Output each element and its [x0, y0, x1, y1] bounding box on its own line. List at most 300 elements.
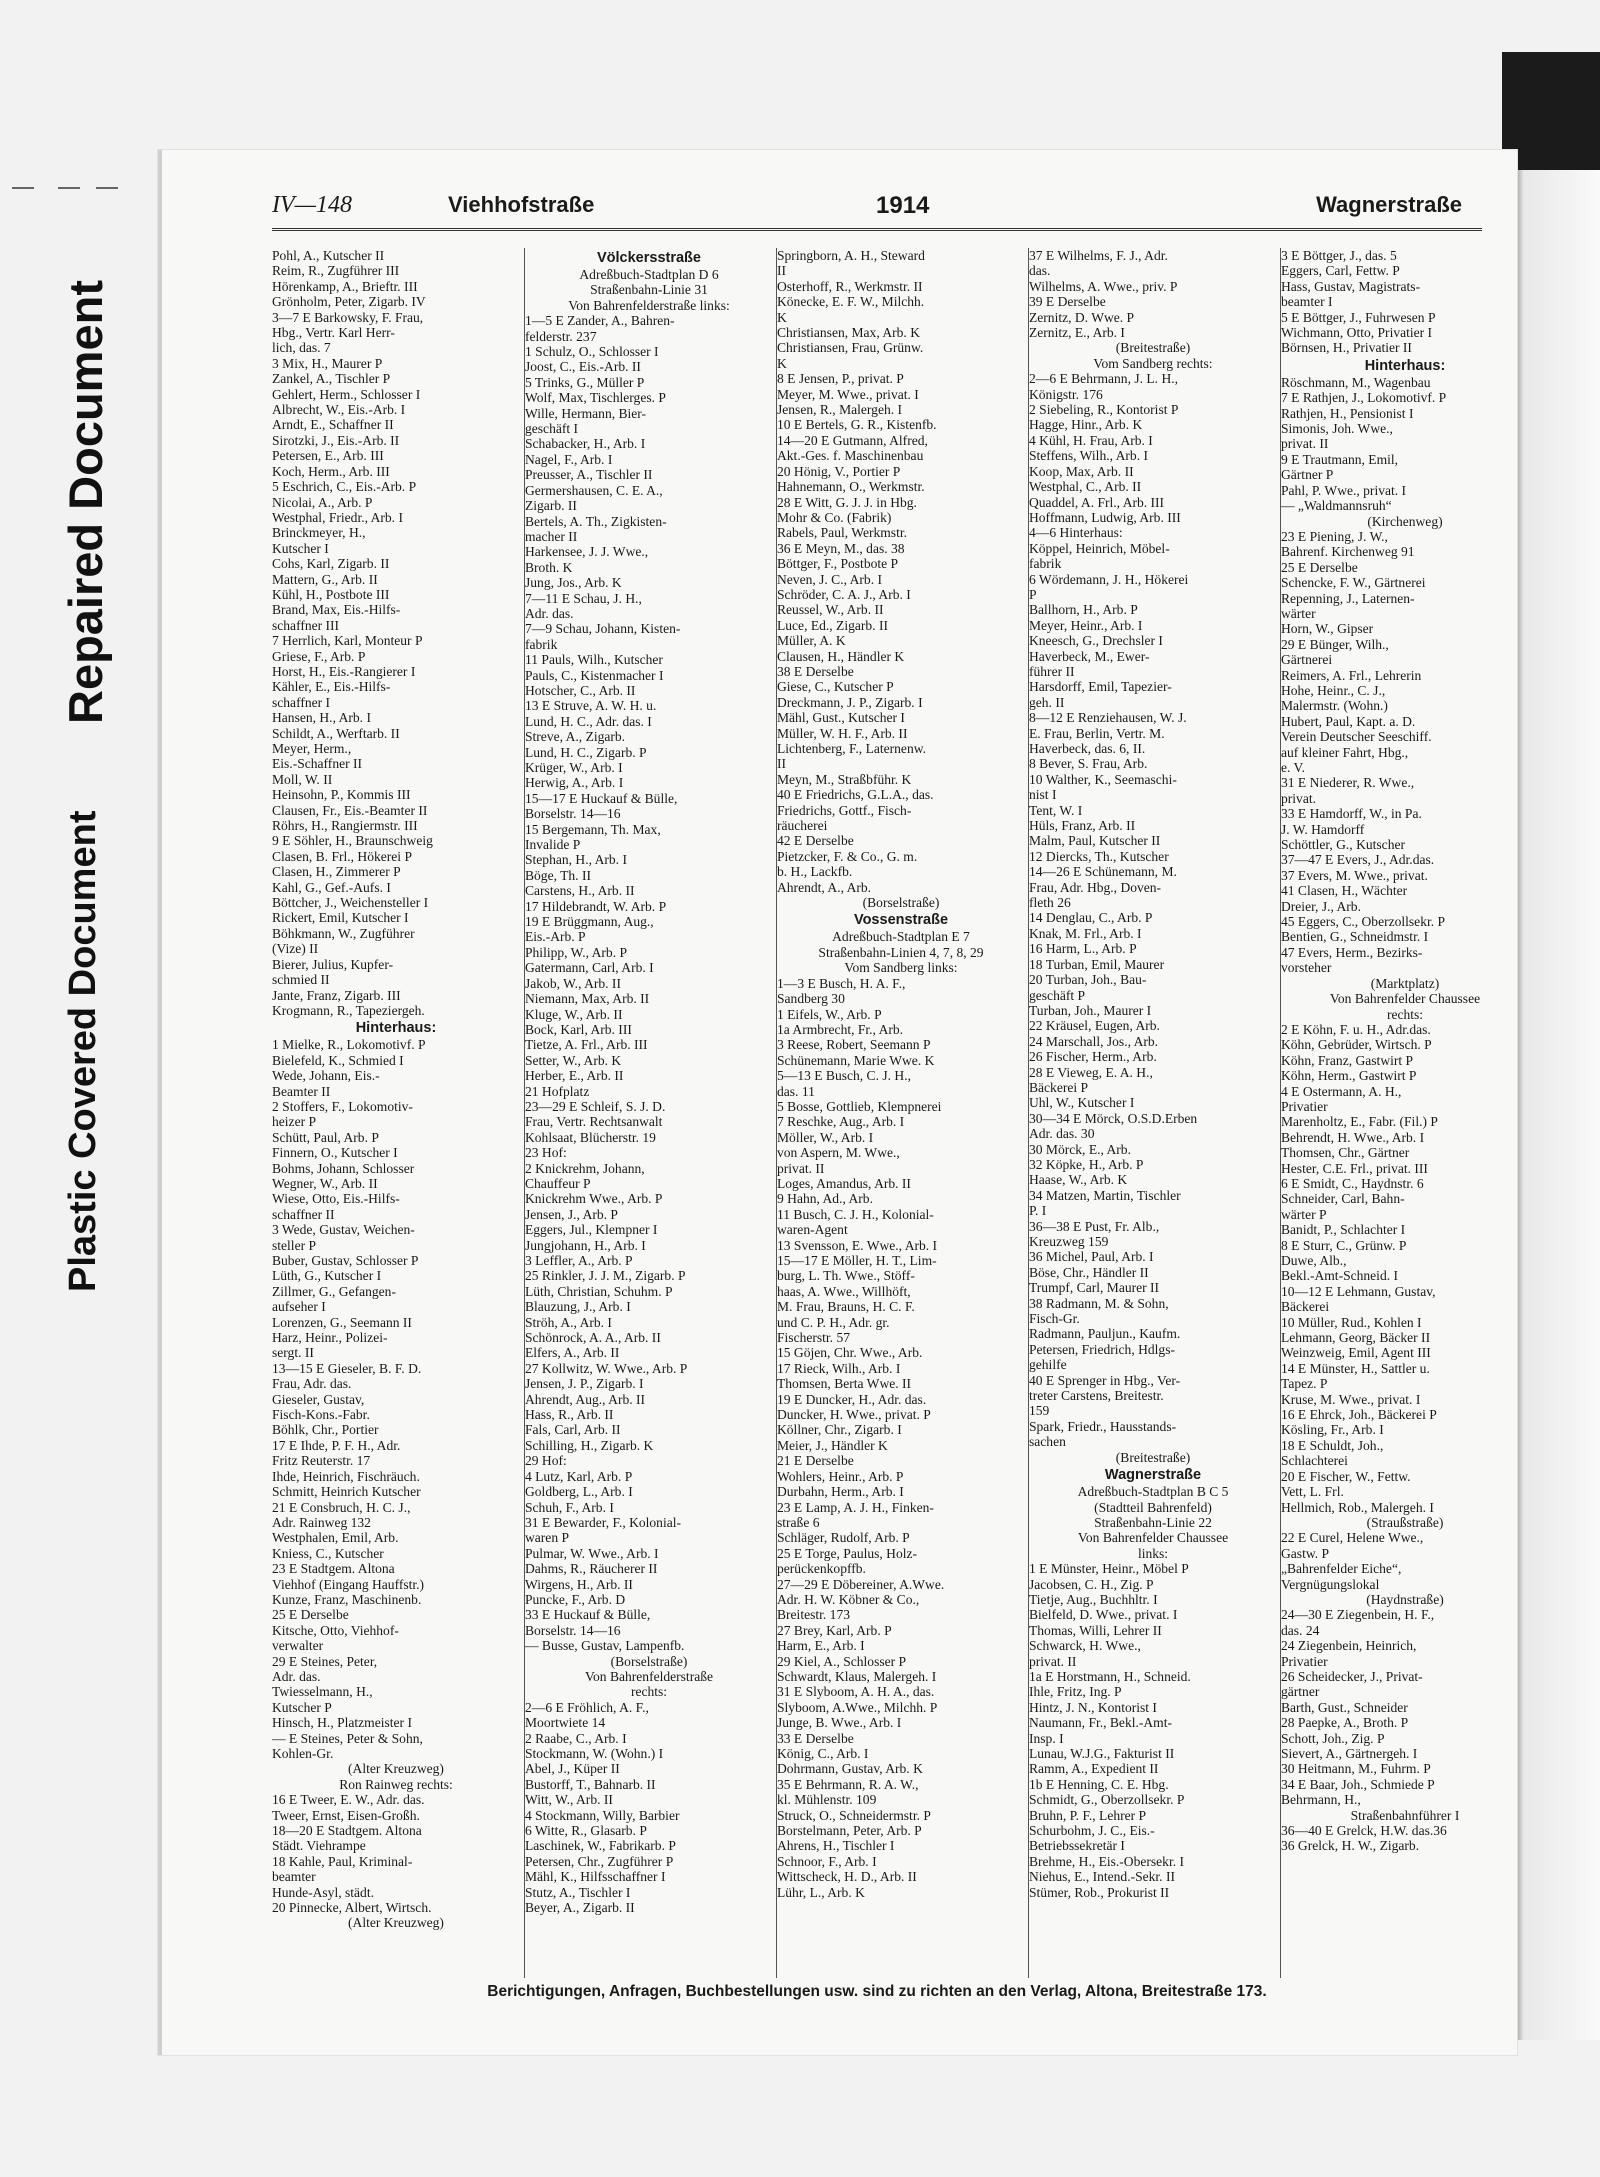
- directory-entry: 22 E Curel, Helene Wwe.,: [1281, 1530, 1424, 1546]
- directory-entry: 24 Marschall, Jos., Arb.: [1029, 1033, 1159, 1049]
- directory-entry: 25 E Torge, Paulus, Holz-: [777, 1545, 918, 1561]
- directory-entry: Banidt, P., Schlachter I: [1281, 1222, 1406, 1238]
- directory-entry: Quaddel, A. Frl., Arb. III: [1029, 494, 1165, 510]
- directory-entry: Chauffeur P: [525, 1175, 591, 1191]
- directory-entry: Thomas, Willi, Lehrer II: [1029, 1622, 1162, 1638]
- directory-entry: Schneider, Carl, Bahn-: [1281, 1191, 1405, 1207]
- directory-entry: Köhn, Gebrüder, Wirtsch. P: [1281, 1037, 1432, 1053]
- directory-entry: (Borselstraße): [610, 1653, 688, 1669]
- directory-entry: Lehmann, Georg, Bäcker II: [1281, 1330, 1431, 1346]
- directory-entry: gehilfe: [1029, 1357, 1067, 1373]
- directory-entry: 19 E Duncker, H., Adr. das.: [777, 1391, 927, 1407]
- directory-entry: 36 Grelck, H. W., Zigarb.: [1281, 1838, 1420, 1854]
- directory-entry: Meyer, Heinr., Arb. I: [1029, 617, 1143, 633]
- directory-entry: Hester, C.E. Frl., privat. III: [1281, 1160, 1428, 1176]
- directory-entry: 10—12 E Lehmann, Gustav,: [1281, 1283, 1436, 1299]
- directory-entry: Kluge, W., Arb. II: [525, 1006, 623, 1022]
- directory-entry: 4 Lutz, Karl, Arb. P: [525, 1468, 633, 1484]
- directory-entry: 14—26 E Schünemann, M.: [1029, 864, 1177, 880]
- directory-entry: 27—29 E Döbereiner, A.Wwe.: [777, 1576, 945, 1592]
- directory-entry: 3 Leffler, A., Arb. P: [525, 1253, 633, 1268]
- directory-entry: fabrik: [1029, 556, 1062, 572]
- directory-entry: 19 E Brüggmann, Aug.,: [525, 914, 654, 930]
- directory-entry: Kruse, M. Wwe., privat. I: [1281, 1391, 1421, 1407]
- directory-entry: Röhrs, H., Rangiermstr. III: [272, 818, 418, 834]
- directory-entry: straße 6: [777, 1514, 820, 1530]
- directory-entry: Schildt, A., Werftarb. II: [272, 725, 400, 741]
- directory-entry: Joost, C., Eis.-Arb. II: [525, 359, 641, 375]
- directory-entry: Barth, Gust., Schneider: [1281, 1699, 1408, 1715]
- directory-entry: Schröder, C. A. J., Arb. I: [777, 586, 911, 602]
- directory-entry: rechts:: [630, 1684, 668, 1700]
- directory-entry: Duwe, Alb.,: [1281, 1253, 1347, 1268]
- directory-entry: Adreßbuch-Stadtplan E 7: [832, 929, 970, 945]
- directory-entry: 17 Rieck, Wilh., Arb. I: [777, 1360, 901, 1376]
- directory-entry: Hellmich, Rob., Malergeh. I: [1281, 1499, 1434, 1515]
- directory-entry: Zillmer, G., Gefangen-: [272, 1283, 396, 1299]
- directory-entry: 32 Köpke, H., Arb. P: [1029, 1156, 1144, 1172]
- directory-entry: Bertels, A. Th., Zigkisten-: [525, 513, 667, 529]
- directory-entry: Schilling, H., Zigarb. K: [525, 1437, 654, 1453]
- directory-entry: Böge, Th. II: [525, 867, 591, 883]
- directory-entry: Privatier: [1281, 1653, 1328, 1669]
- directory-entry: Kneesch, G., Drechsler I: [1029, 633, 1163, 649]
- directory-entry: gärtner: [1281, 1684, 1320, 1700]
- directory-entry: Frau, Vertr. Rechtsanwalt: [525, 1114, 663, 1130]
- directory-entry: Dreckmann, J. P., Zigarb. I: [777, 694, 923, 710]
- directory-entry: Carstens, H., Arb. II: [525, 883, 635, 899]
- directory-entry: Germershausen, C. E. A.,: [525, 482, 663, 498]
- directory-entry: Harsdorff, Emil, Tapezier-: [1029, 679, 1172, 695]
- directory-entry: Broth. K: [525, 559, 573, 575]
- directory-entry: Jacobsen, C. H., Zig. P: [1029, 1576, 1154, 1592]
- directory-entry: Schwarck, H. Wwe.,: [1029, 1638, 1141, 1654]
- directory-entry: geschäft I: [525, 421, 579, 437]
- edge-mark: [12, 187, 34, 189]
- directory-entry: 7 Herrlich, Karl, Monteur P: [272, 633, 423, 649]
- directory-entry: Hörenkamp, A., Brieftr. III: [272, 278, 418, 294]
- directory-entry: 5 Trinks, G., Müller P: [525, 374, 645, 390]
- directory-entry: Vom Sandberg links:: [844, 960, 958, 976]
- directory-entry: Petersen, E., Arb. III: [272, 448, 384, 464]
- directory-entry: Albrecht, W., Eis.-Arb. I: [272, 402, 406, 418]
- directory-entry: Kunze, Franz, Maschinenb.: [272, 1591, 422, 1607]
- directory-entry: Philipp, W., Arb. P: [525, 944, 628, 960]
- directory-entry: 37 E Wilhelms, F. J., Adr.: [1029, 248, 1168, 263]
- directory-entry: 7—9 Schau, Johann, Kisten-: [525, 621, 681, 637]
- directory-entry: Kreuzweg 159: [1029, 1234, 1109, 1249]
- directory-entry: Jensen, J. P., Zigarb. I: [525, 1376, 644, 1392]
- directory-entry: 2 E Köhn, F. u. H., Adr.das.: [1281, 1021, 1431, 1037]
- directory-entry: Wirgens, H., Arb. II: [525, 1576, 633, 1592]
- directory-entry: Eis.-Schaffner II: [272, 756, 363, 772]
- directory-entry: 8 E Jensen, P., privat. P: [777, 371, 904, 387]
- directory-entry: Köhn, Franz, Gastwirt P: [1281, 1052, 1414, 1068]
- directory-entry: Trumpf, Carl, Maurer II: [1029, 1280, 1160, 1296]
- directory-entry: 15—17 E Huckauf & Bülle,: [525, 790, 678, 806]
- directory-entry: Ihle, Fritz, Ing. P: [1029, 1684, 1122, 1700]
- directory-entry: 41 Clasen, H., Wächter: [1281, 883, 1408, 899]
- directory-entry: Laschinek, W., Fabrikarb. P: [525, 1838, 676, 1854]
- directory-entry: Giese, C., Kutscher P: [777, 679, 894, 695]
- directory-entry: Ahrendt, Aug., Arb. II: [525, 1391, 646, 1407]
- directory-entry: 20 Hönig, V., Portier P: [777, 463, 901, 479]
- directory-entry: Haverbeck, das. 6, II.: [1029, 741, 1146, 756]
- directory-entry: 15 Bergemann, Th. Max,: [525, 821, 661, 837]
- directory-entry: 29 Hof:: [525, 1453, 567, 1469]
- directory-entry: Dohrmann, Gustav, Arb. K: [777, 1761, 923, 1777]
- directory-entry: Loges, Amandus, Arb. II: [777, 1175, 911, 1191]
- directory-entry: Fals, Carl, Arb. II: [525, 1422, 621, 1438]
- directory-entry: Pahl, P. Wwe., privat. I: [1281, 482, 1407, 498]
- directory-entry: Twiesselmann, H.,: [272, 1684, 373, 1700]
- directory-entry: 28 E Witt, G. J. J. in Hbg.: [777, 494, 917, 510]
- directory-entry: Herber, E., Arb. II: [525, 1068, 624, 1084]
- directory-entry: Jakob, W., Arb. II: [525, 975, 621, 991]
- directory-entry: Bustorff, T., Bahnarb. II: [525, 1776, 656, 1792]
- directory-entry: Jante, Franz, Zigarb. III: [272, 987, 401, 1003]
- directory-entry: Stutz, A., Tischler I: [525, 1884, 631, 1900]
- directory-entry: Stephan, H., Arb. I: [525, 852, 627, 868]
- directory-entry: das.: [1029, 263, 1051, 279]
- directory-entry: Lüth, G., Kutscher I: [272, 1268, 382, 1284]
- directory-entry: Schuh, F., Arb. I: [525, 1499, 614, 1515]
- directory-entry: Straßenbahn-Linie 22: [1094, 1514, 1212, 1530]
- directory-entry: 5 Bosse, Gottlieb, Klempnerei: [777, 1098, 942, 1114]
- directory-entry: rechts:: [1386, 1006, 1424, 1022]
- directory-entry: Behrmann, H.,: [1281, 1792, 1361, 1808]
- directory-entry: Lorenzen, G., Seemann II: [272, 1314, 412, 1330]
- directory-entry: Böttger, F., Postbote P: [777, 556, 899, 572]
- directory-entry: Kniess, C., Kutscher: [272, 1545, 384, 1561]
- directory-entry: Haverbeck, M., Ewer-: [1029, 648, 1150, 664]
- directory-entry: Streve, A., Zigarb.: [525, 729, 626, 745]
- directory-entry: Schütt, Paul, Arb. P: [272, 1129, 379, 1145]
- directory-entry: Clasen, H., Zimmerer P: [272, 864, 401, 880]
- page-number: IV—148: [272, 192, 352, 218]
- directory-entry: Rabels, Paul, Werkmstr.: [777, 525, 907, 541]
- directory-entry: schmied II: [272, 972, 330, 988]
- directory-entry: Schott, Joh., Zig. P: [1281, 1730, 1385, 1746]
- directory-entry: Fisch-Gr.: [1029, 1311, 1080, 1327]
- directory-entry: privat. II: [777, 1160, 825, 1176]
- directory-entry: Schöttler, G., Kutscher: [1281, 837, 1405, 853]
- directory-entry: 45 Eggers, C., Oberzollsekr. P: [1281, 914, 1446, 930]
- directory-entry: Zernitz, D. Wwe. P: [1029, 309, 1135, 325]
- directory-entry: räucherei: [777, 818, 828, 834]
- directory-entry: Mattern, G., Arb. II: [272, 571, 378, 587]
- directory-entry: sachen: [1029, 1434, 1066, 1450]
- directory-entry: Börnsen, H., Privatier II: [1281, 340, 1412, 356]
- directory-entry: Zernitz, E., Arb. I: [1029, 325, 1125, 341]
- directory-entry: schaffner I: [272, 694, 331, 710]
- directory-entry: Bock, Karl, Arb. III: [525, 1021, 632, 1037]
- directory-entry: 42 E Derselbe: [777, 833, 854, 849]
- directory-entry: 6 Witte, R., Glasarb. P: [525, 1823, 647, 1839]
- directory-entry: Adr. Rainweg 132: [272, 1514, 371, 1530]
- directory-entry: 10 Walther, K., Seemaschi-: [1029, 771, 1177, 787]
- directory-entry: Wilhelms, A. Wwe., priv. P: [1029, 278, 1178, 294]
- directory-entry: 26 Scheidecker, J., Privat-: [1281, 1668, 1423, 1684]
- directory-entry: privat. II: [1029, 1653, 1077, 1669]
- directory-entry: 7—11 E Schau, J. H.,: [525, 590, 642, 606]
- header-street-start: Viehhofstraße: [448, 192, 595, 217]
- directory-entry: Betriebssekretär I: [1029, 1838, 1125, 1854]
- directory-entry: 7 E Rathjen, J., Lokomotivf. P: [1281, 390, 1447, 406]
- directory-entry: 13—15 E Gieseler, B. F. D.: [272, 1360, 422, 1376]
- directory-entry: 4 Kühl, H. Frau, Arb. I: [1029, 432, 1153, 448]
- directory-entry: Hoffmann, Ludwig, Arb. III: [1029, 509, 1181, 525]
- directory-entry: Bäckerei: [1281, 1299, 1330, 1315]
- directory-entry: Clausen, H., Händler K: [777, 648, 905, 664]
- directory-entry: Adr. H. W. Köbner & Co.,: [777, 1591, 920, 1607]
- directory-entry: Osterhoff, R., Werkmstr. II: [777, 278, 923, 294]
- directory-entry: 17 Hildebrandt, W. Arb. P: [525, 898, 667, 914]
- directory-entry: Gärtnerei: [1281, 652, 1333, 668]
- directory-entry: Ihde, Heinrich, Fischräuch.: [272, 1468, 420, 1484]
- directory-entry: Möller, W., Arb. I: [777, 1129, 874, 1145]
- directory-entry: 24—30 E Ziegenbein, H. F.,: [1281, 1607, 1435, 1623]
- directory-entry: Uhl, W., Kutscher I: [1029, 1095, 1135, 1111]
- directory-entry: Rickert, Emil, Kutscher I: [272, 910, 409, 926]
- directory-entry: Adr. das.: [272, 1668, 321, 1684]
- directory-entry: Eggers, Carl, Fettw. P: [1281, 263, 1400, 279]
- directory-entry: 1 Schulz, O., Schlosser I: [525, 344, 659, 360]
- directory-entry: Bruhn, P. F., Lehrer P: [1029, 1807, 1147, 1823]
- directory-entry: Malermstr. (Wohn.): [1281, 698, 1388, 714]
- directory-entry: 1b E Henning, C. E. Hbg.: [1029, 1776, 1169, 1792]
- directory-entry: Jensen, J., Arb. P: [525, 1206, 618, 1222]
- directory-entry: Christiansen, Frau, Grünw.: [777, 340, 924, 356]
- directory-entry: Schabacker, H., Arb. I: [525, 436, 646, 452]
- directory-entry: Meier, J., Händler K: [777, 1437, 888, 1453]
- directory-entry: Adreßbuch-Stadtplan D 6: [579, 267, 719, 282]
- directory-entry: Adr. das.: [525, 605, 574, 621]
- directory-entry: Zankel, A., Tischler P: [272, 371, 391, 387]
- directory-entry: Jungjohann, H., Arb. I: [525, 1237, 646, 1253]
- directory-entry: Bielefeld, K., Schmied I: [272, 1052, 404, 1068]
- directory-entry: Simonis, Joh. Wwe.,: [1281, 421, 1393, 437]
- directory-entry: Kahl, G., Gef.-Aufs. I: [272, 879, 391, 895]
- directory-entry: Arndt, E., Schaffner II: [272, 417, 394, 433]
- directory-entry: 4 E Ostermann, A. H.,: [1281, 1083, 1402, 1099]
- directory-entry: Vom Sandberg rechts:: [1093, 355, 1213, 371]
- directory-entry: 2 Raabe, C., Arb. I: [525, 1730, 627, 1746]
- column-4: [1028, 248, 1277, 1978]
- directory-entry: das. 11: [777, 1083, 815, 1099]
- directory-entry: Bahrenf. Kirchenweg 91: [1281, 544, 1415, 560]
- directory-entry: Weinzweig, Emil, Agent III: [1281, 1345, 1431, 1361]
- directory-entry: 14—20 E Gutmann, Alfred,: [777, 432, 928, 448]
- directory-entry: J. W. Hamdorff: [1281, 821, 1365, 837]
- directory-entry: Ballhorn, H., Arb. P: [1029, 602, 1138, 618]
- directory-entry: Hass, Gustav, Magistrats-: [1281, 278, 1421, 294]
- directory-entry: 23 E Piening, J. W.,: [1281, 528, 1388, 544]
- page-header: [272, 192, 1482, 226]
- directory-entry: Durbahn, Herm., Arb. I: [777, 1484, 904, 1500]
- directory-entry: Thomsen, Chr., Gärtner: [1281, 1145, 1410, 1161]
- directory-entry: privat.: [1281, 790, 1316, 806]
- directory-entry: 37 Evers, M. Wwe., privat.: [1281, 867, 1428, 883]
- directory-entry: 8 E Sturr, C., Grünw. P: [1281, 1237, 1407, 1253]
- directory-entry: Kohlsaat, Blücherstr. 19: [525, 1129, 656, 1145]
- directory-entry: II: [777, 756, 787, 772]
- directory-entry: Mähl, K., Hilfsschaffner I: [525, 1869, 666, 1885]
- directory-entry: Radmann, Pauljun., Kaufm.: [1029, 1326, 1181, 1342]
- directory-entry: Duncker, H. Wwe., privat. P: [777, 1407, 931, 1423]
- directory-entry: Spark, Friedr., Hausstands-: [1029, 1418, 1177, 1434]
- repaired-document-label: Repaired Document: [59, 280, 112, 724]
- directory-entry: Bierer, Julius, Kupfer-: [272, 956, 394, 972]
- directory-entry: 10 Müller, Rud., Kohlen I: [1281, 1314, 1422, 1330]
- directory-entry: P. I: [1029, 1203, 1047, 1219]
- directory-entry: (Stadtteil Bahrenfeld): [1094, 1499, 1212, 1515]
- directory-entry: Nicolai, A., Arb. P: [272, 494, 373, 510]
- directory-entry: Insp. I: [1029, 1730, 1064, 1746]
- directory-entry: 1 Eifels, W., Arb. P: [777, 1006, 882, 1022]
- directory-entry: Kutscher I: [272, 540, 329, 556]
- directory-entry: 30 Heitmann, M., Fuhrm. P: [1281, 1761, 1431, 1777]
- directory-entry: sergt. II: [272, 1345, 314, 1361]
- directory-entry: 23 E Stadtgem. Altona: [272, 1561, 395, 1577]
- directory-entry: Schurbohm, J. C., Eis.-: [1029, 1823, 1155, 1839]
- directory-entry: (Marktplatz): [1370, 975, 1440, 991]
- directory-entry: Moll, W. II: [272, 771, 333, 787]
- directory-entry: Kühl, H., Postbote III: [272, 586, 390, 602]
- directory-entry: Fritz Reuterstr. 17: [272, 1453, 371, 1469]
- directory-entry: Gieseler, Gustav,: [272, 1391, 365, 1407]
- directory-entry: Petersen, Friedrich, Hdlgs-: [1029, 1341, 1175, 1357]
- directory-entry: 16 E Ehrck, Joh., Bäckerei P: [1281, 1407, 1437, 1423]
- directory-entry: Luce, Ed., Zigarb. II: [777, 617, 888, 633]
- directory-entry: Witt, W., Arb. II: [525, 1792, 613, 1808]
- directory-entry: — „Waldmannsruh“: [1281, 498, 1392, 514]
- directory-entry: b. H., Lackfb.: [777, 864, 853, 880]
- directory-entry: 21 E Derselbe: [777, 1453, 854, 1469]
- directory-entry: Brinckmeyer, H.,: [272, 525, 366, 541]
- directory-entry: Setter, W., Arb. K: [525, 1052, 622, 1068]
- directory-entry: 13 Svensson, E. Wwe., Arb. I: [777, 1237, 938, 1253]
- directory-entry: Horst, H., Eis.-Rangierer I: [272, 663, 416, 679]
- directory-entry: 24 Ziegenbein, Heinrich,: [1281, 1638, 1417, 1654]
- directory-entry: 6 E Smidt, C., Haydnstr. 6: [1281, 1175, 1424, 1191]
- directory-entry: e. V.: [1281, 760, 1305, 775]
- directory-entry: verwalter: [272, 1638, 324, 1654]
- directory-entry: Cohs, Karl, Zigarb. II: [272, 556, 390, 572]
- directory-entry: auf kleiner Fahrt, Hbg.,: [1281, 744, 1409, 760]
- directory-entry: Von Bahrenfelder Chaussee: [1077, 1530, 1229, 1546]
- directory-entry: 28 E Vieweg, E. A. H.,: [1029, 1064, 1153, 1080]
- directory-entry: (Alter Kreuzweg): [348, 1915, 444, 1931]
- directory-entry: 27 Kollwitz, W. Wwe., Arb. P: [525, 1360, 688, 1376]
- street-heading: Völckersstraße: [597, 250, 701, 266]
- directory-entry: Hinsch, H., Platzmeister I: [272, 1715, 412, 1731]
- edge-mark: [96, 187, 118, 189]
- directory-entry: 9 Hahn, Ad., Arb.: [777, 1191, 873, 1207]
- directory-entry: Breitestr. 173: [777, 1607, 850, 1623]
- directory-entry: 27 Brey, Karl, Arb. P: [777, 1622, 892, 1638]
- directory-entry: Böse, Chr., Händler II: [1029, 1264, 1149, 1280]
- directory-entry: 30—34 E Mörck, O.S.D.Erben: [1029, 1110, 1198, 1126]
- directory-entry: Köhn, Herm., Gastwirt P: [1281, 1068, 1417, 1084]
- directory-entry: (Alter Kreuzweg): [348, 1761, 444, 1777]
- directory-entry: Friedrichs, Gottf., Fisch-: [777, 802, 912, 818]
- directory-entry: Böhlk, Chr., Portier: [272, 1422, 379, 1438]
- directory-entry: Borselstr. 14—16: [525, 806, 621, 822]
- directory-entry: Harm, E., Arb. I: [777, 1638, 865, 1654]
- directory-entry: Grönholm, Peter, Zigarb. IV: [272, 294, 426, 310]
- directory-entry: 38 E Derselbe: [777, 663, 854, 679]
- directory-entry: Stockmann, W. (Wohn.) I: [525, 1746, 664, 1761]
- directory-entry: 11 Busch, C. J. H., Kolonial-: [777, 1206, 934, 1222]
- directory-entry: Schmitt, Heinrich Kutscher: [272, 1484, 421, 1500]
- directory-entry: (Breitestraße): [1115, 1449, 1191, 1465]
- directory-entry: Gastw. P: [1281, 1545, 1330, 1561]
- directory-entry: 13 E Struve, A. W. H. u.: [525, 698, 657, 714]
- directory-entry: 23 E Lamp, A. J. H., Finken-: [777, 1499, 934, 1515]
- directory-entry: Borstelmann, Peter, Arb. P: [777, 1823, 922, 1839]
- directory-entry: Wiese, Otto, Eis.-Hilfs-: [272, 1191, 400, 1207]
- directory-entry: 2 Siebeling, R., Kontorist P: [1029, 402, 1179, 418]
- directory-entry: E. Frau, Berlin, Vertr. M.: [1029, 725, 1165, 741]
- directory-entry: Viehhof (Eingang Hauffstr.): [272, 1576, 425, 1592]
- directory-entry: 23—29 E Schleif, S. J. D.: [525, 1098, 666, 1114]
- directory-entry: Abel, J., Küper II: [525, 1761, 620, 1777]
- directory-entry: 5 Eschrich, C., Eis.-Arb. P: [272, 479, 417, 495]
- street-heading: Wagnerstraße: [1104, 1467, 1202, 1484]
- directory-entry: wärter P: [1281, 1206, 1327, 1222]
- directory-entry: „Bahrenfelder Eiche“,: [1281, 1561, 1402, 1577]
- directory-entry: 8 Bever, S. Frau, Arb.: [1029, 756, 1148, 772]
- directory-entry: 4—6 Hinterhaus:: [1029, 525, 1123, 541]
- directory-entry: Schlachterei: [1281, 1453, 1348, 1469]
- directory-entry: 33 E Derselbe: [777, 1730, 854, 1746]
- directory-entry: Müller, A. K: [777, 633, 846, 649]
- directory-entry: 159: [1029, 1403, 1050, 1419]
- directory-entry: Hintz, J. N., Kontorist I: [1029, 1699, 1157, 1715]
- directory-entry: 2 Stoffers, F., Lokomotiv-: [272, 1098, 413, 1114]
- directory-entry: 29 E Bünger, Wilh.,: [1281, 636, 1389, 652]
- directory-entry: führer II: [1029, 663, 1075, 679]
- directory-entry: Kohlen-Gr.: [272, 1746, 334, 1761]
- directory-entry: 14 E Münster, H., Sattler u.: [1281, 1360, 1430, 1376]
- directory-entry: 39 E Derselbe: [1029, 294, 1106, 310]
- directory-entry: Ahrendt, A., Arb.: [777, 879, 872, 895]
- directory-entry: Hass, R., Arb. II: [525, 1407, 614, 1423]
- directory-entry: Schmidt, G., Oberzollsekr. P: [1029, 1792, 1185, 1808]
- directory-entry: geh. II: [1029, 694, 1065, 710]
- directory-entry: Buber, Gustav, Schlosser P: [272, 1253, 419, 1268]
- directory-entry: Müller, W. H. F., Arb. II: [777, 725, 908, 741]
- directory-entry: K: [777, 355, 787, 371]
- header-year: 1914: [876, 192, 930, 219]
- directory-page: [158, 150, 1517, 2055]
- directory-entry: Ron Rainweg rechts:: [339, 1776, 453, 1792]
- directory-entry: haas, A. Wwe., Willhöft,: [777, 1283, 911, 1299]
- directory-entry: 31 E Niederer, R. Wwe.,: [1281, 775, 1415, 791]
- directory-entry: 25 Rinkler, J. J. M., Zigarb. P: [525, 1268, 686, 1284]
- directory-entry: Bielfeld, D. Wwe., privat. I: [1029, 1607, 1178, 1623]
- directory-entry: Verein Deutscher Seeschiff.: [1281, 729, 1432, 745]
- directory-entry: Hunde-Asyl, städt.: [272, 1884, 374, 1900]
- directory-entry: Invalide P: [525, 837, 581, 853]
- directory-entry: wärter: [1281, 605, 1316, 621]
- directory-entry: treter Carstens, Breitestr.: [1029, 1388, 1164, 1404]
- directory-entry: 3 Reese, Robert, Seemann P: [777, 1037, 931, 1053]
- directory-entry: Sievert, A., Gärtnergeh. I: [1281, 1746, 1418, 1761]
- directory-entry: Clausen, Fr., Eis.-Beamter II: [272, 802, 428, 818]
- column-3: [776, 248, 1025, 1978]
